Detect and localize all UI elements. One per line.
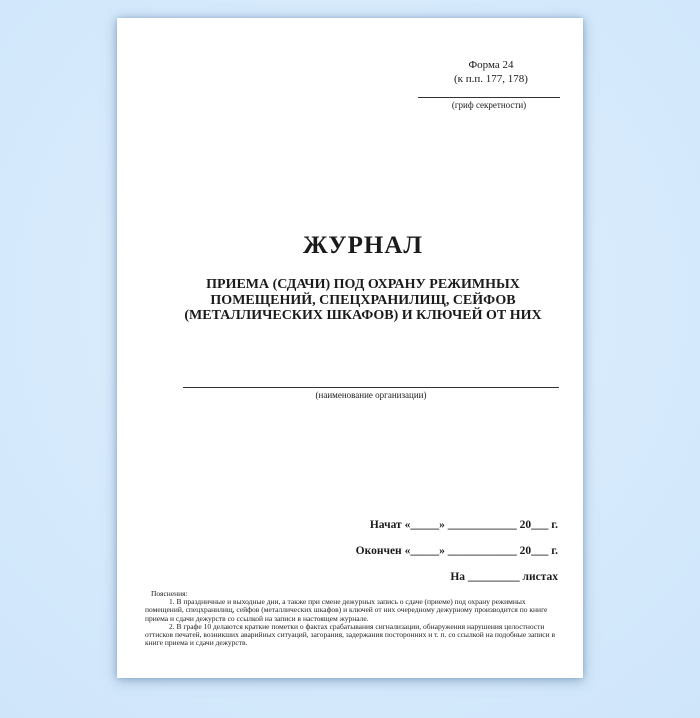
- sheets-line: [356, 570, 558, 584]
- explanations-heading: Пояснения:: [151, 589, 188, 598]
- explanations-block: [145, 590, 559, 647]
- finished-year-blank: 20___: [519, 545, 549, 557]
- explanation-item-2: 2. В графе 10 делаются краткие пометки о фактах срабатывания сигнализации, обнаружения нарушения целостности оттисков печатей, возникших аварийных ситуаций, загорания, задержания посторонних и т. п. со ссылкой на подобные записи в книге приема и сдачи дежурств.: [145, 621, 555, 648]
- finished-day-blank: «_____»: [404, 545, 445, 557]
- sheets-suffix: листах: [522, 571, 558, 583]
- started-year-blank: 20___: [519, 519, 549, 531]
- subtitle-line-2: ПОМЕЩЕНИЙ, СПЕЦХРАНИЛИЩ, СЕЙФОВ: [210, 292, 516, 308]
- finished-month-blank: ____________: [447, 545, 517, 557]
- started-year-suffix: г.: [551, 519, 558, 531]
- date-started-line: [356, 518, 558, 532]
- form-number: Форма 24: [468, 59, 514, 71]
- started-day-blank: «_____»: [404, 519, 445, 531]
- title-block: [153, 233, 573, 324]
- subtitle-line-3: (МЕТАЛЛИЧЕСКИХ ШКАФОВ) И КЛЮЧЕЙ ОТ НИХ: [184, 308, 542, 323]
- secrecy-line: [418, 97, 560, 110]
- started-label: Начат: [369, 519, 402, 531]
- finished-label: Окончен: [355, 545, 402, 557]
- started-month-blank: ____________: [447, 519, 517, 531]
- organization-line: [183, 387, 559, 400]
- sheets-blank: _________: [467, 571, 520, 583]
- form-reference: (к п.п. 177, 178): [454, 73, 528, 85]
- date-finished-line: [356, 544, 558, 558]
- journal-title: ЖУРНАЛ: [302, 232, 424, 259]
- form-number-block: [396, 58, 586, 86]
- organization-caption: (наименование организации): [315, 390, 427, 400]
- subtitle-line-1: ПРИЕМА (СДАЧИ) ПОД ОХРАНУ РЕЖИМНЫХ: [206, 277, 520, 292]
- finished-year-suffix: г.: [551, 545, 558, 557]
- journal-subtitle: [153, 277, 573, 324]
- explanation-item-1: 1. В праздничные и выходные дни, а также при смене дежурных запись о сдаче (приеме) под охрану режимных помещений, спецхранилищ, сейфов (металлических шкафов) и ключей от них очередному дежурному производится по книге приема и сдачи дежурств со ссылкой на записи в настоящем журнале.: [145, 597, 548, 623]
- sheets-prefix: На: [450, 571, 466, 583]
- secrecy-caption: (гриф секретности): [451, 100, 527, 110]
- dates-block: [356, 518, 558, 584]
- document-page: [117, 18, 583, 678]
